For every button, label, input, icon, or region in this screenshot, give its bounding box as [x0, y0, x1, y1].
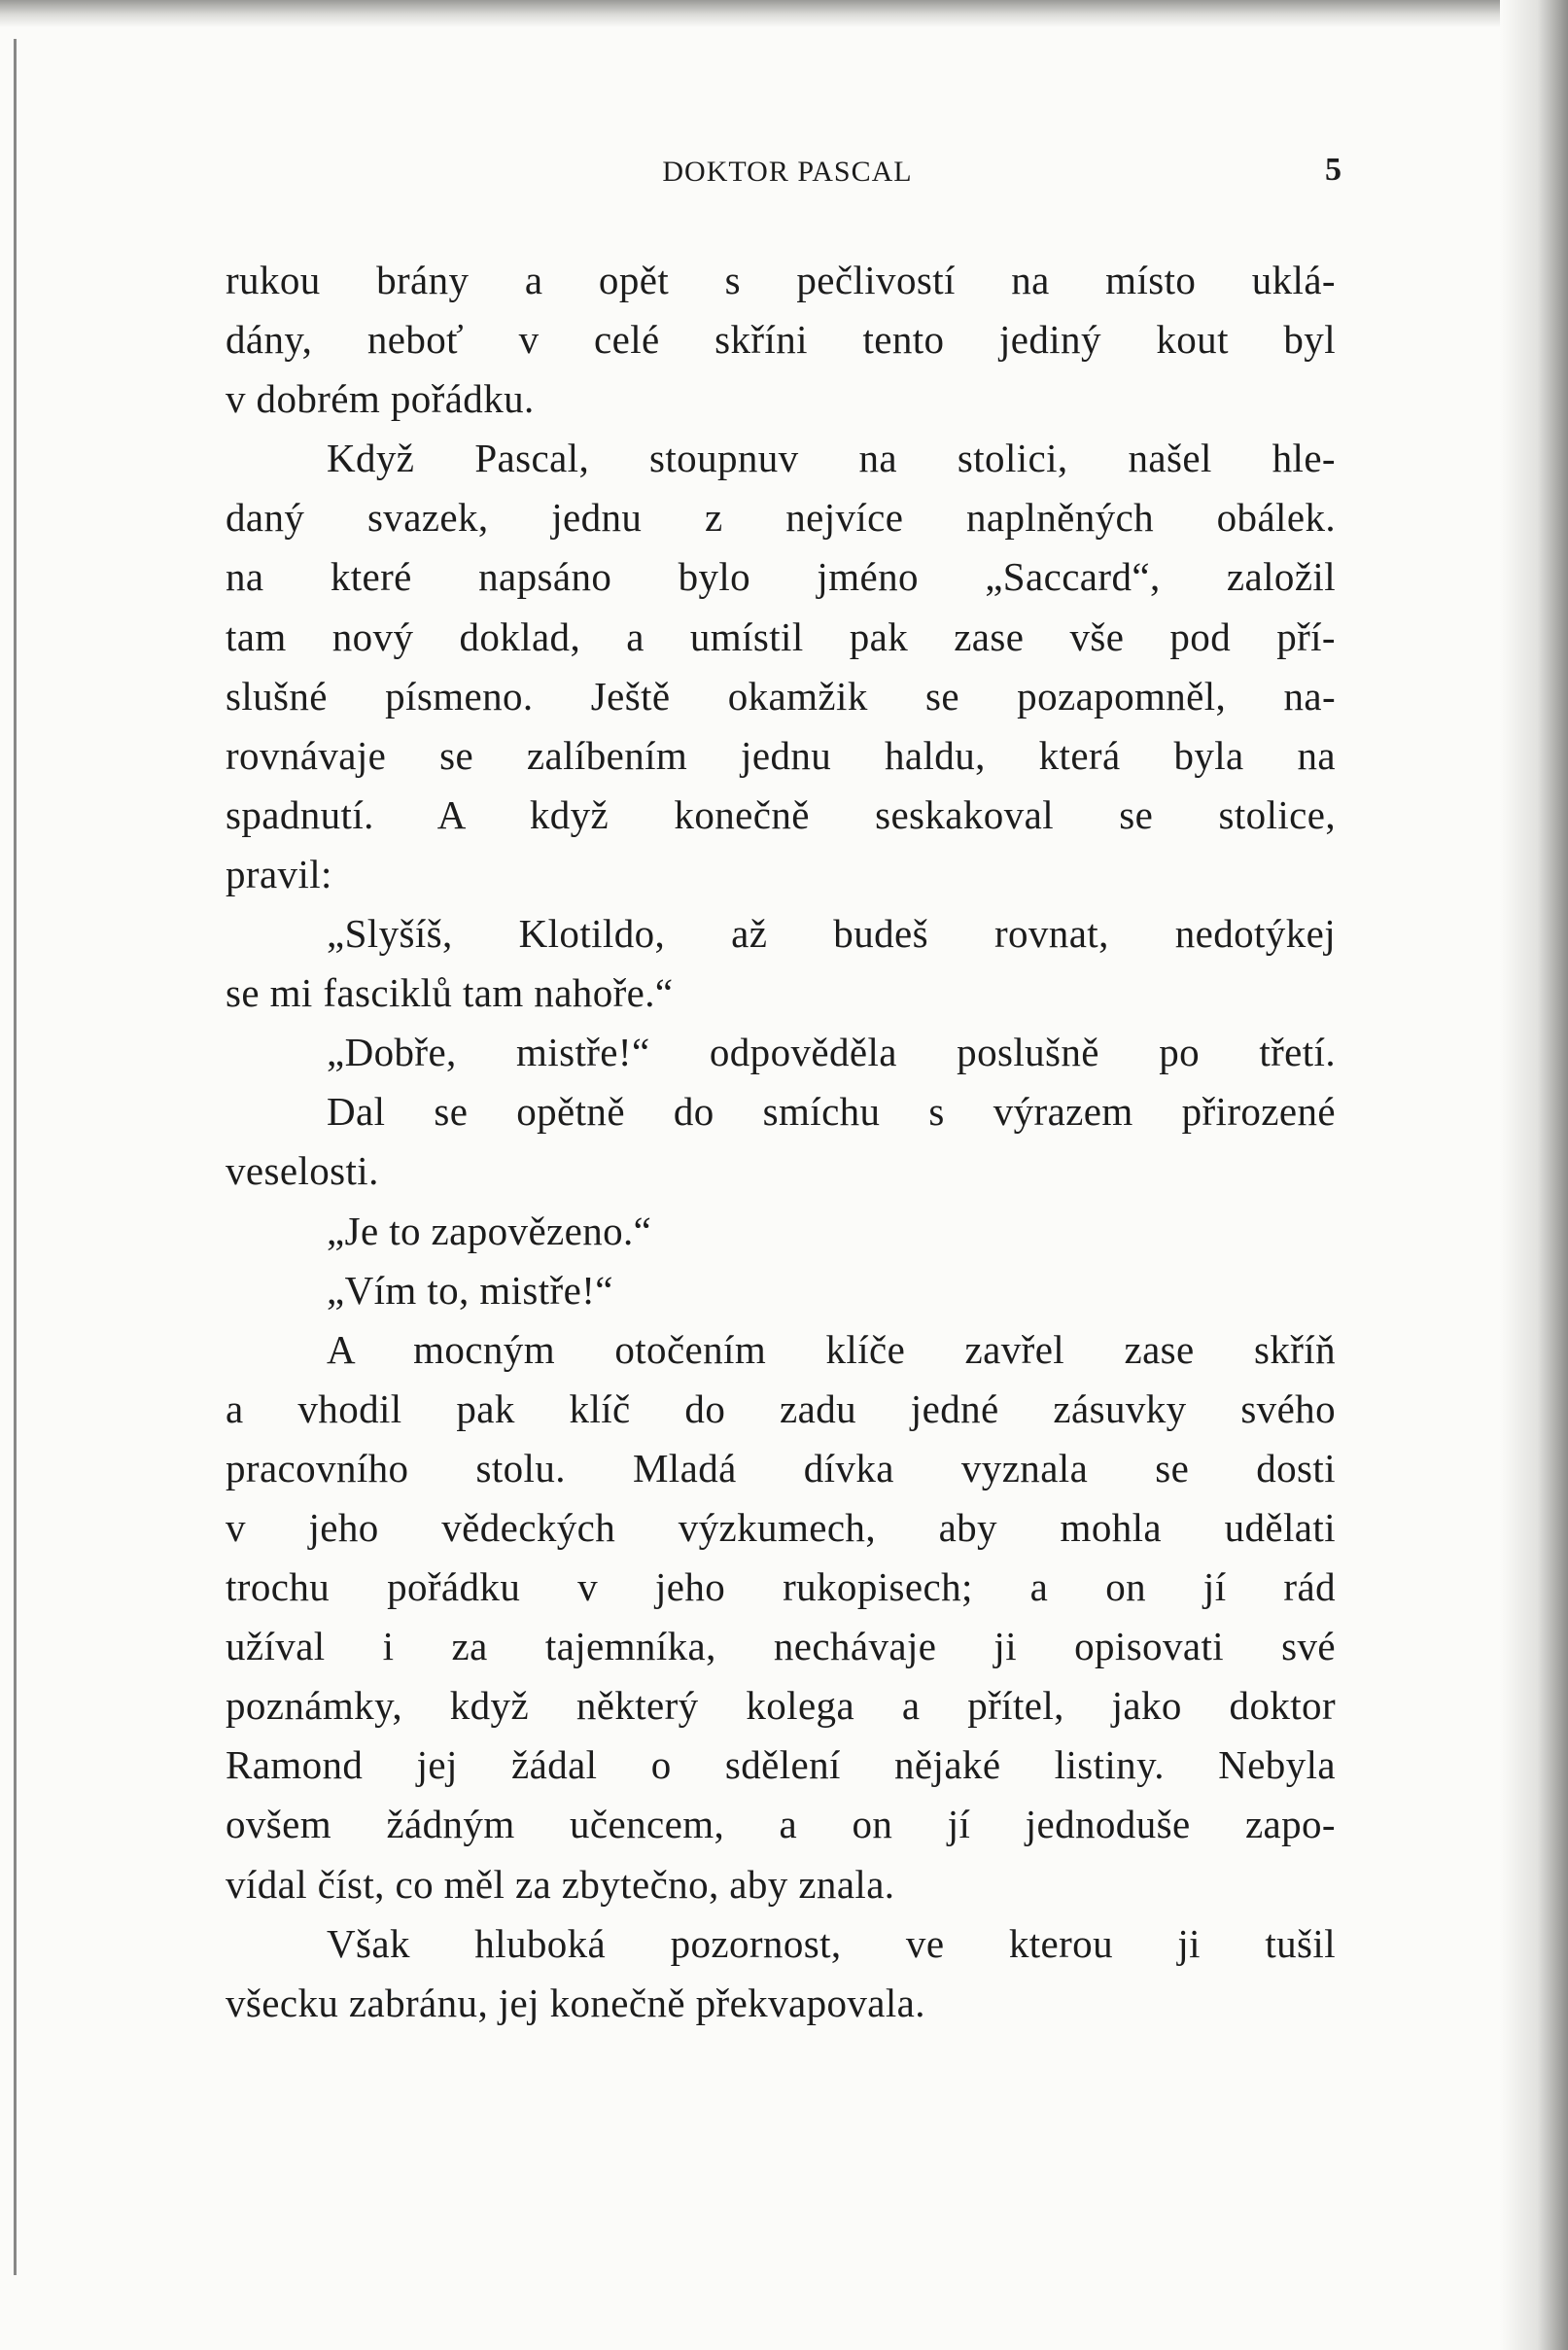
text-line: rovnávaje se zalíbením jednu haldu, která byla na — [226, 732, 1336, 778]
text-line: Dal se opětně do smíchu s výrazem přirozené — [327, 1089, 1336, 1135]
text-line: se mi fasciklů tam nahoře.“ — [226, 970, 674, 1016]
text-line: veselosti. — [226, 1148, 379, 1194]
running-title: DOKTOR PASCAL — [662, 156, 913, 188]
text-line: „Slyšíš, Klotildo, až budeš rovnat, nedotýkej — [327, 911, 1336, 957]
text-line: trochu pořádku v jeho rukopisech; a on jí rád — [226, 1564, 1336, 1610]
scan-left-border — [14, 39, 22, 2275]
scan-right-shadow — [1500, 0, 1568, 2350]
text-line: vídal číst, co měl za zbytečno, aby znala. — [226, 1861, 895, 1907]
page-number: 5 — [1325, 152, 1342, 188]
text-line: v dobrém pořádku. — [226, 376, 535, 422]
text-line: „Dobře, mistře!“ odpověděla poslušně po třetí. — [327, 1030, 1336, 1075]
text-line: tam nový doklad, a umístil pak zase vše pod pří- — [226, 614, 1336, 659]
text-line: v jeho vědeckých výzkumech, aby mohla udělati — [226, 1504, 1336, 1550]
text-line: „Je to zapovězeno.“ — [327, 1208, 652, 1253]
text-line: pravil: — [226, 851, 332, 896]
text-line: slušné písmeno. Ještě okamžik se pozapomněl, na- — [226, 673, 1336, 719]
text-line: všecku zabránu, jej konečně překvapovala. — [226, 1980, 925, 2025]
text-line: na které napsáno bylo jméno „Saccard“, založil — [226, 554, 1336, 600]
text-line: poznámky, když některý kolega a přítel, jako doktor — [226, 1683, 1336, 1729]
text-line: „Vím to, mistře!“ — [327, 1267, 613, 1313]
text-line: Když Pascal, stoupnuv na stolici, našel hle- — [327, 436, 1336, 481]
text-line: A mocným otočením klíče zavřel zase skříň — [327, 1326, 1336, 1372]
text-line: ovšem žádným učencem, a on jí jednoduše zapo- — [226, 1802, 1336, 1847]
text-line: spadnutí. A když konečně seskakoval se stolice, — [226, 791, 1336, 837]
text-line: daný svazek, jednu z nejvíce naplněných obálek. — [226, 495, 1336, 541]
text-line: rukou brány a opět s pečlivostí na místo uklá- — [226, 258, 1336, 302]
text-line: užíval i za tajemníka, nechávaje ji opisovati své — [226, 1624, 1336, 1669]
text-line: dány, neboť v celé skříni tento jediný kout byl — [226, 317, 1336, 363]
text-line: pracovního stolu. Mladá dívka vyznala se dosti — [226, 1445, 1336, 1491]
text-line: Ramond jej žádal o sdělení nějaké listiny. Nebyla — [226, 1742, 1336, 1788]
text-line: a vhodil pak klíč do zadu jedné zásuvky svého — [226, 1385, 1336, 1431]
text-line: Však hluboká pozornost, ve kterou ji tušil — [327, 1920, 1336, 1966]
body-text — [226, 251, 1336, 2033]
scan-top-shadow — [0, 0, 1568, 27]
